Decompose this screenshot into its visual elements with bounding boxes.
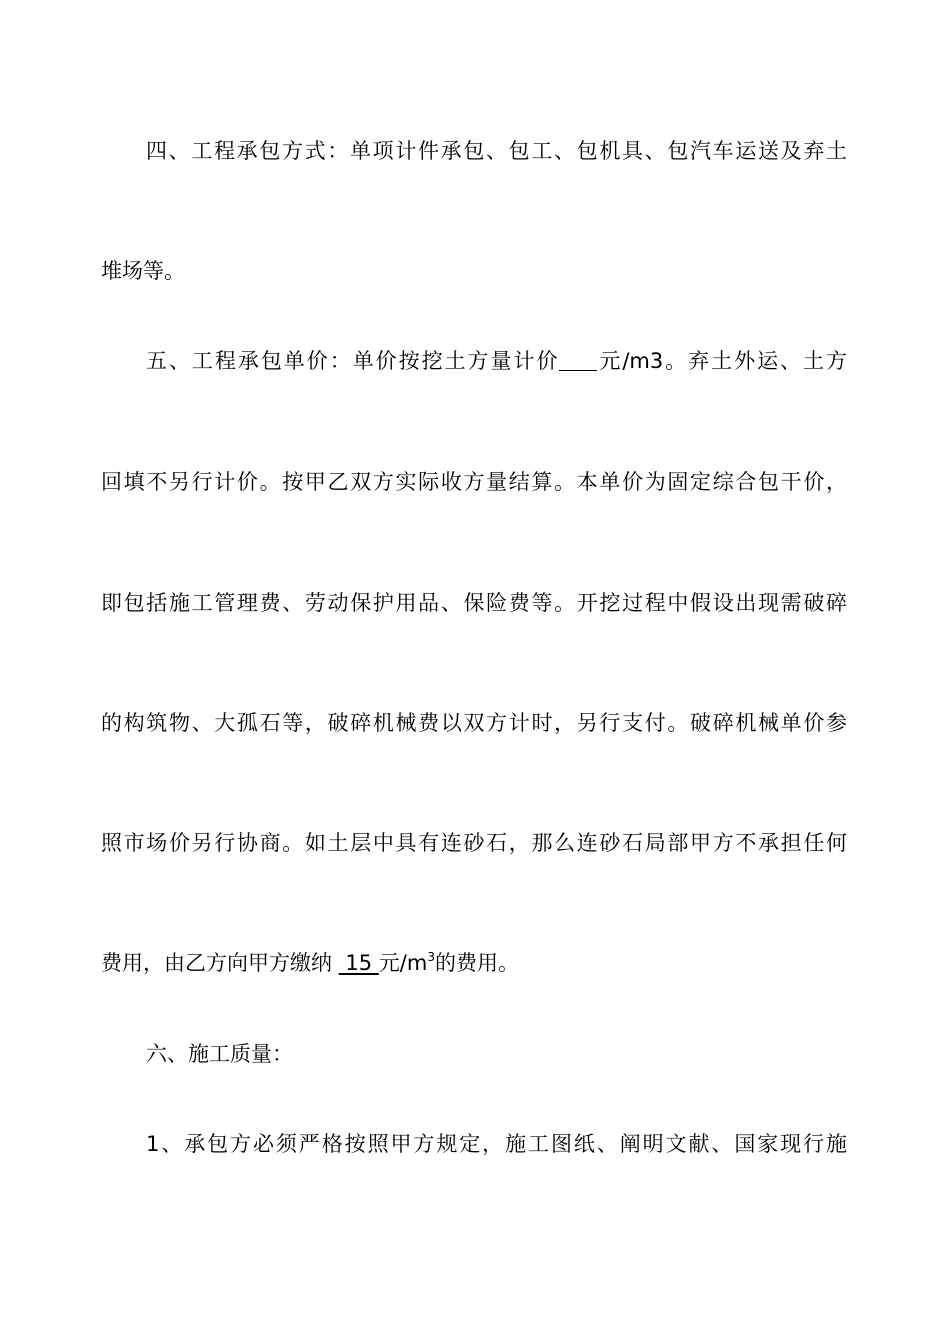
fee-unit-exponent: 3: [427, 950, 435, 964]
fee-amount: [339, 951, 379, 975]
section-5-line-4: 的构筑物、大孤石等，破碎机械费以双方计时，另行支付。破碎机械单价参: [101, 711, 847, 735]
section-5-line-6: [101, 948, 847, 978]
section-5-line-3: 即包括施工管理费、劳动保护用品、保险费等。开挖过程中假设出现需破碎: [101, 591, 847, 615]
section-5-line-5: 照市场价另行协商。如土层中具有连砂石，那么连砂石局部甲方不承担任何: [101, 831, 847, 855]
fee-label: 费用，由乙方向甲方缴纳: [101, 951, 332, 975]
fee-unit: 元/m: [378, 951, 428, 975]
unit-price-suffix: 元/m3。弃土外运、土方: [597, 349, 847, 373]
section-6-item-1: 1、承包方必须严格按照甲方规定，施工图纸、阐明文献、国家现行施: [146, 1132, 847, 1156]
section-5-line-1: [146, 346, 847, 376]
unit-price-label: 五、工程承包单价：单价按挖土方量计价: [146, 349, 560, 373]
section-4-line-1: 四、工程承包方式：单项计件承包、包工、包机具、包汽车运送及弃土: [146, 139, 847, 163]
section-6-heading: 六、施工质量：: [146, 1042, 293, 1066]
unit-price-blank: [559, 350, 597, 371]
fee-amount-value: 15: [345, 951, 373, 975]
section-5-line-2: 回填不另行计价。按甲乙双方实际收方量结算。本单价为固定综合包干价，: [101, 470, 847, 494]
section-4-line-2: 堆场等。: [101, 259, 185, 283]
fee-suffix: 的费用。: [434, 951, 519, 975]
